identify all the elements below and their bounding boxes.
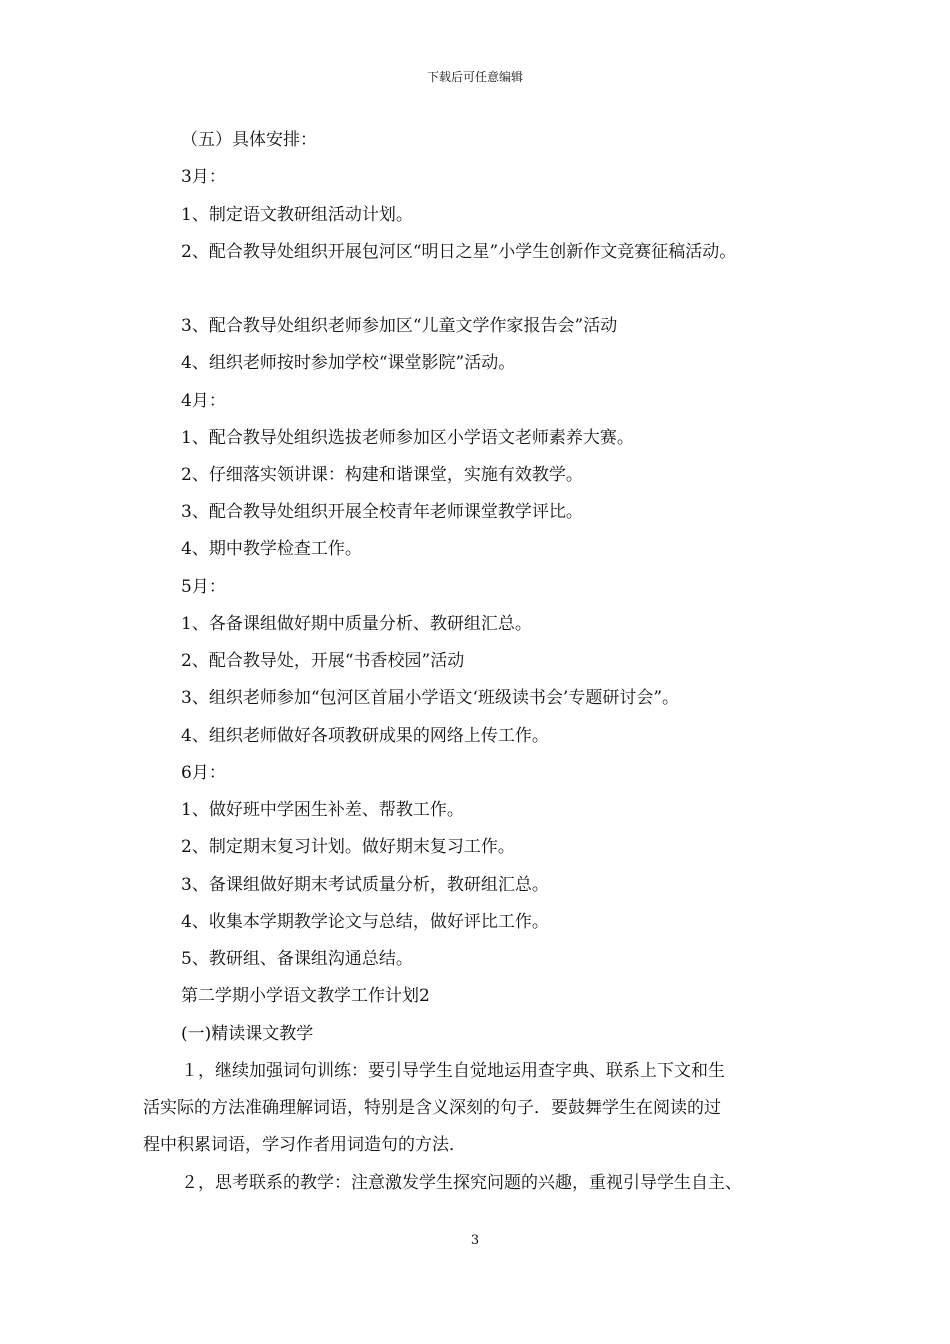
paragraph-line: １，继续加强词句训练：要引导学生自觉地运用查字典、联系上下文和生 [181, 1061, 725, 1081]
document-subtitle: 第二学期小学语文教学工作计划2 [181, 986, 430, 1006]
list-item: 3、配合教导处组织开展全校青年老师课堂教学评比。 [181, 502, 583, 522]
page-number: 3 [470, 1233, 480, 1248]
list-item: 4、期中教学检查工作。 [181, 539, 362, 559]
list-item: 4、组织老师按时参加学校“课堂影院”活动。 [181, 353, 516, 373]
list-item: 3、备课组做好期末考试质量分析，教研组汇总。 [181, 875, 549, 895]
list-item: 2、仔细落实领讲课：构建和谐课堂，实施有效教学。 [181, 465, 583, 485]
list-item: 2、配合教导处组织开展包河区“明日之星”小学生创新作文竞赛征稿活动。 [181, 242, 737, 262]
list-item: 5、教研组、备课组沟通总结。 [181, 949, 413, 969]
list-item: 2、制定期末复习计划。做好期末复习工作。 [181, 837, 515, 857]
month-heading: 3月： [181, 167, 226, 187]
list-item: 1、制定语文教研组活动计划。 [181, 205, 413, 225]
list-item: 2、配合教导处，开展“书香校园”活动 [181, 651, 465, 671]
page-header: 下载后可任意编辑 [426, 70, 523, 84]
list-item: 1、做好班中学困生补差、帮教工作。 [181, 800, 464, 820]
paragraph-line: 程中积累词语，学习作者用词造句的方法． [143, 1135, 466, 1155]
list-item: 3、组织老师参加“包河区首届小学语文‘班级读书会’专题研讨会”。 [181, 688, 680, 708]
subsection-heading: (一)精读课文教学 [181, 1024, 314, 1044]
paragraph-line: 活实际的方法准确理解词语，特别是含义深刻的句子．要鼓舞学生在阅读的过 [143, 1098, 721, 1118]
month-heading: 5月： [181, 577, 226, 597]
list-item: 4、组织老师做好各项教研成果的网络上传工作。 [181, 726, 549, 746]
month-heading: 4月： [181, 391, 226, 411]
paragraph-line: ２，思考联系的教学：注意激发学生探究问题的兴趣，重视引导学生自主、 [181, 1173, 742, 1193]
section-heading: （五）具体安排： [181, 130, 317, 150]
list-item: 1、各备课组做好期中质量分析、教研组汇总。 [181, 614, 532, 634]
list-item: 4、收集本学期教学论文与总结，做好评比工作。 [181, 912, 549, 932]
month-heading: 6月： [181, 763, 226, 783]
list-item: 1、配合教导处组织选拔老师参加区小学语文老师素养大赛。 [181, 428, 634, 448]
list-item: 3、配合教导处组织老师参加区“儿童文学作家报告会”活动 [181, 316, 618, 336]
